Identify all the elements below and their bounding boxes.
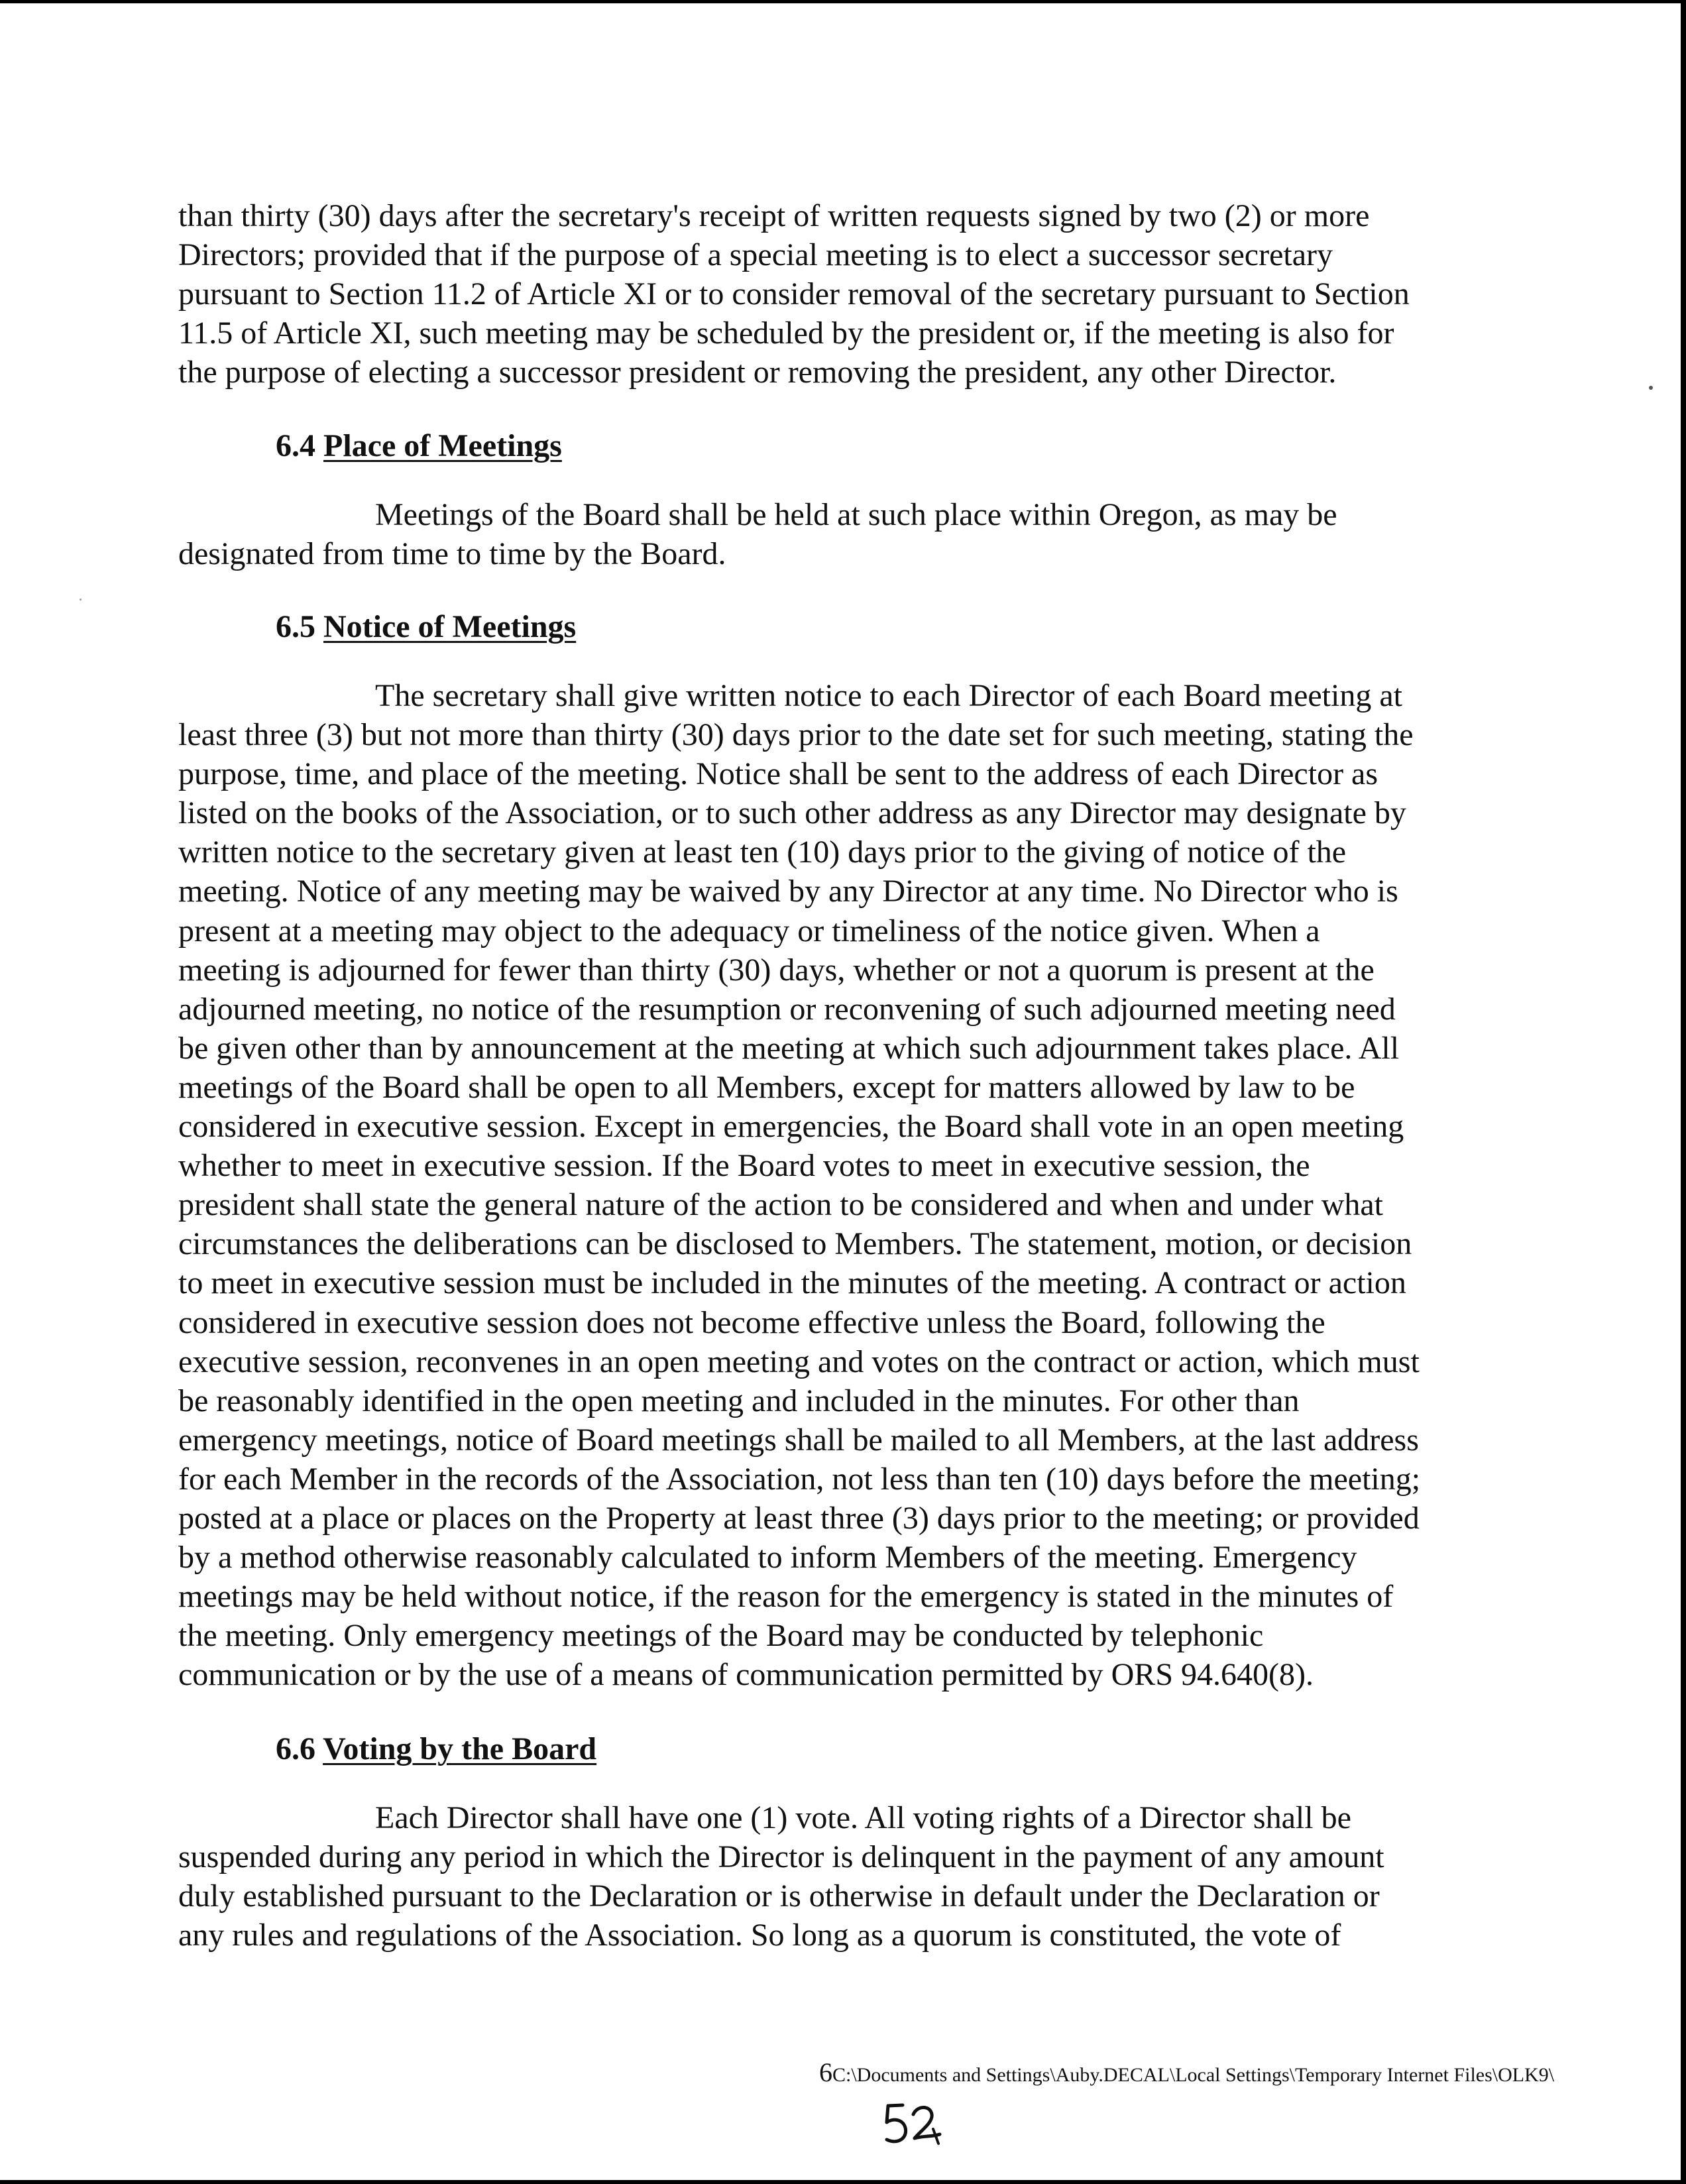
text-line: emergency meetings, notice of Board meetings shall be mailed to all Members, at the last address bbox=[178, 1422, 1419, 1458]
text-line: listed on the books of the Association, or to such other address as any Director may designate by bbox=[178, 795, 1406, 831]
section-heading-6-4 bbox=[276, 428, 562, 464]
text-line: circumstances the deliberations can be disclosed to Members. The statement, motion, or decision bbox=[178, 1226, 1412, 1262]
section-number: 6.4 bbox=[276, 428, 315, 463]
text-line: be reasonably identified in the open meeting and included in the minutes. For other than bbox=[178, 1383, 1300, 1418]
text-line: The secretary shall give written notice to each Director of each Board meeting at bbox=[375, 678, 1402, 713]
paragraph-continuation bbox=[178, 196, 1484, 392]
text-line: meeting is adjourned for fewer than thirty (30) days, whether or not a quorum is present at the bbox=[178, 952, 1375, 988]
text-line: by a method otherwise reasonably calculated to inform Members of the meeting. Emergency bbox=[178, 1540, 1357, 1576]
scan-border-bottom bbox=[0, 2180, 1686, 2184]
text-line: 11.5 of Article XI, such meeting may be scheduled by the president or, if the meeting is also for bbox=[178, 316, 1394, 351]
text-line: be given other than by announcement at the meeting at which such adjournment takes place. All bbox=[178, 1030, 1400, 1066]
text-line: suspended during any period in which the Director is delinquent in the payment of any amount bbox=[178, 1839, 1384, 1875]
footer-file-path bbox=[819, 2057, 1554, 2088]
text-line: duly established pursuant to the Declaration or is otherwise in default under the Declaration or bbox=[178, 1878, 1380, 1914]
text-line: to meet in executive session must be included in the minutes of the meeting. A contract or action bbox=[178, 1265, 1406, 1301]
text-line: communication or by the use of a means of communication permitted by ORS 94.640(8). bbox=[178, 1657, 1314, 1693]
text-line: whether to meet in executive session. If the Board votes to meet in executive session, the bbox=[178, 1148, 1310, 1184]
text-line: the meeting. Only emergency meetings of the Board may be conducted by telephonic bbox=[178, 1618, 1264, 1654]
text-line: president shall state the general nature of the action to be considered and when and under what bbox=[178, 1187, 1383, 1223]
text-line: Directors; provided that if the purpose of a special meeting is to elect a successor secretary bbox=[178, 237, 1333, 273]
text-line: meetings of the Board shall be open to all Members, except for matters allowed by law to be bbox=[178, 1069, 1355, 1105]
section-6-6-body bbox=[178, 1798, 1484, 1955]
text-line: adjourned meeting, no notice of the resumption or reconvening of such adjourned meeting need bbox=[178, 991, 1396, 1027]
handwritten-page-number bbox=[883, 2100, 949, 2153]
text-line: than thirty (30) days after the secretary's receipt of written requests signed by two (2) or more bbox=[178, 198, 1370, 233]
section-title: Notice of Meetings bbox=[323, 609, 577, 644]
section-heading-6-6 bbox=[276, 1731, 596, 1767]
footer-marker: 6 bbox=[819, 2057, 832, 2087]
text-line: pursuant to Section 11.2 of Article XI or to consider removal of the secretary pursuant to Section bbox=[178, 276, 1410, 312]
section-6-5-body bbox=[178, 676, 1484, 1694]
text-line: present at a meeting may object to the adequacy or timeliness of the notice given. When a bbox=[178, 913, 1320, 948]
section-title: Voting by the Board bbox=[323, 1731, 597, 1766]
scan-speck bbox=[80, 599, 82, 601]
text-line: posted at a place or places on the Property at least three (3) days prior to the meeting; or provided bbox=[178, 1500, 1420, 1536]
section-heading-6-5 bbox=[276, 608, 576, 645]
text-line: Each Director shall have one (1) vote. All voting rights of a Director shall be bbox=[375, 1800, 1351, 1835]
text-line: the purpose of electing a successor president or removing the president, any other Director. bbox=[178, 355, 1337, 390]
scan-border-right bbox=[1681, 0, 1686, 2184]
footer-path-text: C:\Documents and Settings\Auby.DECAL\Local Settings\Temporary Internet Files\OLK9\ bbox=[832, 2064, 1555, 2086]
text-line: any rules and regulations of the Association. So long as a quorum is constituted, the vote of bbox=[178, 1918, 1341, 1953]
text-line: designated from time to time by the Board. bbox=[178, 536, 726, 572]
text-line: considered in executive session does not become effective unless the Board, following the bbox=[178, 1304, 1325, 1340]
section-title: Place of Meetings bbox=[323, 428, 562, 463]
scan-speck bbox=[1649, 386, 1653, 390]
section-number: 6.5 bbox=[276, 609, 315, 644]
section-6-4-body bbox=[178, 495, 1484, 573]
text-line: Meetings of the Board shall be held at such place within Oregon, as may be bbox=[375, 497, 1337, 532]
text-line: executive session, reconvenes in an open meeting and votes on the contract or action, which must bbox=[178, 1344, 1420, 1379]
page-number-drawing bbox=[883, 2100, 949, 2153]
text-line: meeting. Notice of any meeting may be waived by any Director at any time. No Director who is bbox=[178, 874, 1398, 909]
section-number: 6.6 bbox=[276, 1731, 315, 1766]
text-line: purpose, time, and place of the meeting. Notice shall be sent to the address of each Director as bbox=[178, 756, 1378, 792]
text-line: considered in executive session. Except in emergencies, the Board shall vote in an open meeting bbox=[178, 1109, 1404, 1145]
text-line: least three (3) but not more than thirty (30) days prior to the date set for such meeting, stating the bbox=[178, 717, 1414, 753]
text-line: written notice to the secretary given at least ten (10) days prior to the giving of notice of the bbox=[178, 834, 1347, 870]
text-line: for each Member in the records of the Association, not less than ten (10) days before the meeting; bbox=[178, 1461, 1421, 1497]
scan-border-top bbox=[0, 0, 1686, 3]
text-line: meetings may be held without notice, if the reason for the emergency is stated in the minutes of bbox=[178, 1579, 1394, 1615]
